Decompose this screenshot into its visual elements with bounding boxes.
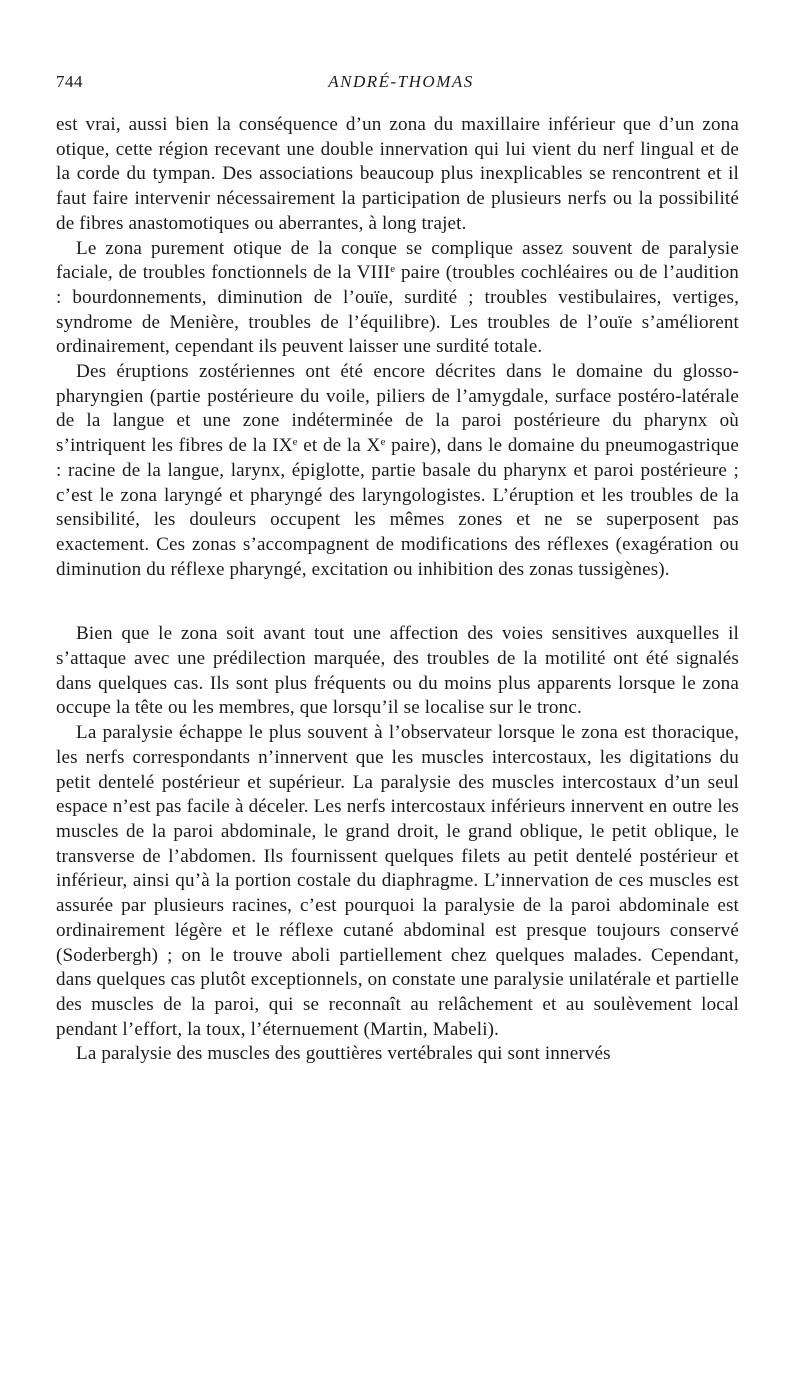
paragraph-motilite: Bien que le zona soit avant tout une affection des voies sensitives auxquelles il s’attaque avec une prédilection marquée, des troubles de la motilité ont été signalés dans quelques cas. Ils sont plus fréquents ou du moins plus apparents lorsque le zona occupe la tête ou les membres, que lorsqu’il se localise sur le tronc. — [56, 623, 739, 719]
superscript: e — [380, 436, 386, 449]
text-run: paire (troubles cochléaires ou de l’audition : bourdonnements, diminution de l’ouïe, surdité ; troubles vestibulaires, vertiges, syndrome de Menière, troubles de l’équilibre). Les troubles de l’ouïe s’améliorent ordinairement, cependant ils peuvent laisser une surdité totale. — [56, 262, 739, 358]
section-gap — [56, 582, 739, 622]
paragraph-glosso-pharyngien — [56, 360, 739, 582]
superscript: e — [390, 263, 396, 276]
body-text — [56, 113, 739, 1067]
superscript: e — [292, 436, 298, 449]
page-header — [56, 72, 746, 96]
text-run: et de la X — [297, 435, 381, 457]
running-head: ANDRÉ-THOMAS — [328, 72, 474, 91]
paragraph-paralysie-thoracique: La paralysie échappe le plus souvent à l’observateur lorsque le zona est thoracique, les nerfs correspondants n’innervent que les muscles intercostaux, les digitations du petit dentelé postérieur et supérieur. La paralysie des muscles intercostaux d’un seul espace n’est pas facile à déceler. Les nerfs intercostaux inférieurs innervent en outre les muscles de la paroi abdominale, le grand droit, le grand oblique, le petit oblique, le transverse de l’abdomen. Ils fournissent quelques filets au petit dentelé postérieur et inférieur, ainsi qu’à la portion costale du diaphragme. L’innervation de ces muscles est assurée par plusieurs racines, c’est pourquoi la paralysie de la paroi abdominale est ordinairement légère et le réflexe cutané abdominal est presque toujours conservé (Soderbergh) ; on le trouve aboli partiellement chez quelques malades. Cependant, dans quelques cas plutôt exceptionnels, on constate une paralysie unilatérale et partielle des muscles de la paroi, qui se reconnaît au relâchement et au soulèvement local pendant l’effort, la toux, l’éternuement (Martin, Mabeli). — [56, 722, 739, 1040]
text-run: Des éruptions zostériennes ont été encore décrites dans le domaine du glosso-pharyngien (partie postérieure du voile, piliers de l’amygdale, surface postéro-latérale de la langue et une zone indéterminée de la paroi postérieure du pharynx où s’intriquent les fibres de la IX — [56, 361, 739, 457]
text-run: Le zona purement otique de la conque se complique assez souvent de paralysie faciale, de troubles fonctionnels de la VIII — [56, 237, 739, 284]
paragraph-gouttieres-vertebrales: La paralysie des muscles des gouttières vertébrales qui sont innervés — [76, 1043, 611, 1065]
paragraph-zona-otique — [56, 237, 739, 361]
paragraph-continuation: est vrai, aussi bien la conséquence d’un zona du maxillaire inférieur que d’un zona otique, cette région recevant une double innervation qui lui vient du nerf lingual et de la corde du tympan. Des associations beaucoup plus inexplicables se rencontrent et il faut faire intervenir nécessairement la participation de plusieurs nerfs ou la possibilité de fibres anastomotiques ou aberrantes, à long trajet. — [56, 114, 739, 234]
text-run: paire), dans le domaine du pneumogastrique : racine de la langue, larynx, épiglotte, partie basale du pharynx et paroi postérieure ; c’est le zona laryngé et pharyngé des laryngologistes. L’éruption et les troubles de la sensibilité, les douleurs occupent les mêmes zones et ne se superposent pas exactement. Ces zonas s’accompagnent de modifications des réflexes (exagération ou diminution du réflexe pharyngé, excitation ou inhibition des zonas tussigènes). — [56, 435, 739, 580]
page-number: 744 — [56, 72, 83, 91]
